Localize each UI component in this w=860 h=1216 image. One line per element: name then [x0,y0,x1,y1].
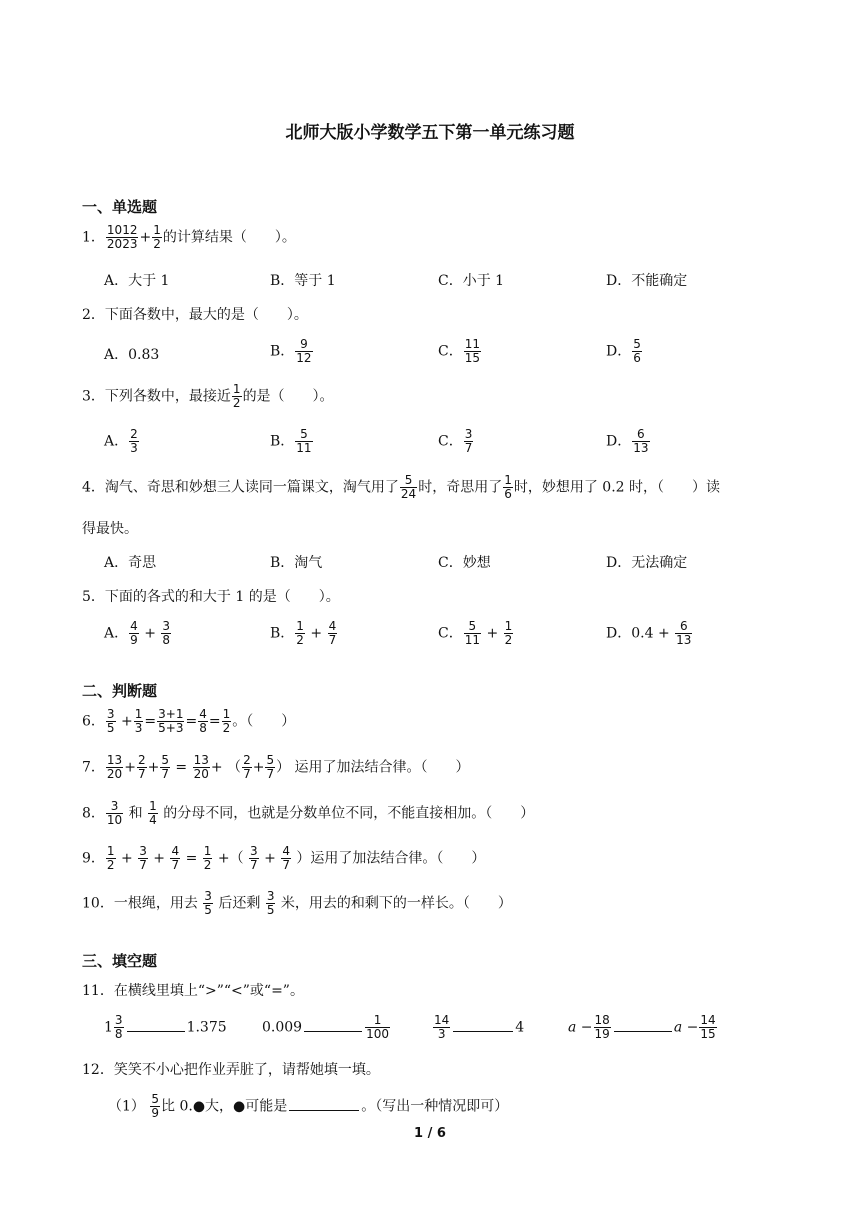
option-d: D． $\frac{6}{13}$ [606,427,649,455]
question-12: 12．笑笑不小心把作业弄脏了，请帮她填一填。 [82,1062,380,1078]
question-11: 11．在横线里填上“>”“<”或“=”。 [82,983,304,999]
option-a: A． $\frac{4}{9}$ + $\frac{3}{8}$ [104,619,171,647]
compare-item-1: 1 $\frac{3}{8}$ 1.375 [104,1013,227,1041]
compare-item-4: a − $\frac{18}{19}$ a − $\frac{14}{15}$ [568,1013,716,1041]
option-d: D．无法确定 [606,555,688,571]
question-7: 7． $\frac{13}{20}$ + $\frac{2}{7}$ + $\frac{5}{7}$ = $\frac{13}{20}$ + （ $\frac{2}{7}$ + $\frac{5}{7}$ ） 运用了加法结合律。（ ） [82,753,470,781]
question-number: 5． [82,589,105,605]
question-number: 1． [82,229,105,246]
option-c: C． $\frac{5}{11}$ + $\frac{1}{2}$ [438,619,513,647]
question-12-part-1: （1） $\frac{5}{9}$ 比 0.●大，●可能是 。（写出一种情况即可） [108,1092,509,1120]
option-c: C．小于 1 [438,273,505,289]
fraction: $\frac{1012}{2023}$ [106,223,138,251]
question-3: 3．下列各数中，最接近 $\frac{1}{2}$ 的是（ ）。 [82,382,334,410]
answer-blank[interactable] [127,1019,185,1032]
option-b: B．等于 1 [270,273,336,289]
question-5: 5．下面的各式的和大于 1 的是（ ）。 [82,589,340,605]
option-b: B． $\frac{5}{11}$ [270,427,312,455]
question-1: 1． $\frac{1012}{2023}$ + $\frac{1}{2}$ 的计算结果（ ）。 [82,223,296,251]
question-number: 2． [82,307,105,323]
question-4: 4．淘气、奇思和妙想三人读同一篇课文，淘气用了 $\frac{5}{24}$ 时，奇思用了 $\frac{1}{6}$ 时，妙想用了 0.2 时，（ ）读 [82,473,721,501]
question-text: 的计算结果（ ）。 [162,229,296,246]
question-4-continued: 得最快。 [82,521,138,537]
option-d: D．不能确定 [606,273,688,289]
option-b: B． $\frac{9}{12}$ [270,337,312,365]
page-number: 1 / 6 [414,1126,446,1141]
section-heading-single-choice: 一、单选题 [82,198,158,216]
question-number: 4． [82,479,105,496]
option-c: C． $\frac{3}{7}$ [438,427,473,455]
question-text: 下面各数中，最大的是（ ）。 [104,307,308,323]
question-8: 8． $\frac{3}{10}$ 和 $\frac{1}{4}$ 的分母不同，也就是分数单位不同，不能直接相加。（ ） [82,799,535,827]
option-a: A．0.83 [104,347,160,363]
section-heading-fill-blank: 三、填空题 [82,952,158,970]
answer-blank[interactable] [453,1019,513,1032]
answer-blank[interactable] [289,1098,359,1111]
section-heading-true-false: 二、判断题 [82,682,158,700]
answer-blank[interactable] [304,1019,362,1032]
option-d: D． $\frac{5}{6}$ [606,337,641,365]
option-b: B． $\frac{1}{2}$ + $\frac{4}{7}$ [270,619,337,647]
option-a: A． $\frac{2}{3}$ [104,427,138,455]
option-a: A．奇思 [104,555,157,571]
fraction: $\frac{1}{2}$ [153,223,161,251]
answer-blank[interactable] [614,1019,672,1032]
option-a: A．大于 1 [104,273,170,289]
question-2 [82,304,308,324]
question-10: 10．一根绳，用去 $\frac{3}{5}$ 后还剩 $\frac{3}{5}$ 米，用去的和剩下的一样长。（ ） [82,889,512,917]
page-title: 北师大版小学数学五下第一单元练习题 [285,123,575,143]
question-number: 3． [82,388,105,405]
fraction: $\frac{1}{2}$ [232,382,241,410]
compare-item-2: 0.009 $\frac{1}{100}$ [262,1013,389,1041]
option-c: C．妙想 [438,555,491,571]
option-b: B．淘气 [270,555,323,571]
option-c: C． $\frac{11}{15}$ [438,337,480,365]
option-d: D．0.4 + $\frac{6}{13}$ [606,619,692,647]
compare-item-3: $\frac{14}{3}$ 4 [434,1013,525,1041]
question-6: 6． $\frac{3}{5}$ + $\frac{1}{3}$ = $\frac{3+1}{5+3}$ = $\frac{4}{8}$ = $\frac{1}{2}$ 。（ ） [82,707,296,735]
question-9: 9． $\frac{1}{2}$ + $\frac{3}{7}$ + $\frac{4}{7}$ = $\frac{1}{2}$ +（ $\frac{3}{7}$ + $\frac{4}{7}$ ）运用了加法结合律。（ ） [82,844,486,872]
